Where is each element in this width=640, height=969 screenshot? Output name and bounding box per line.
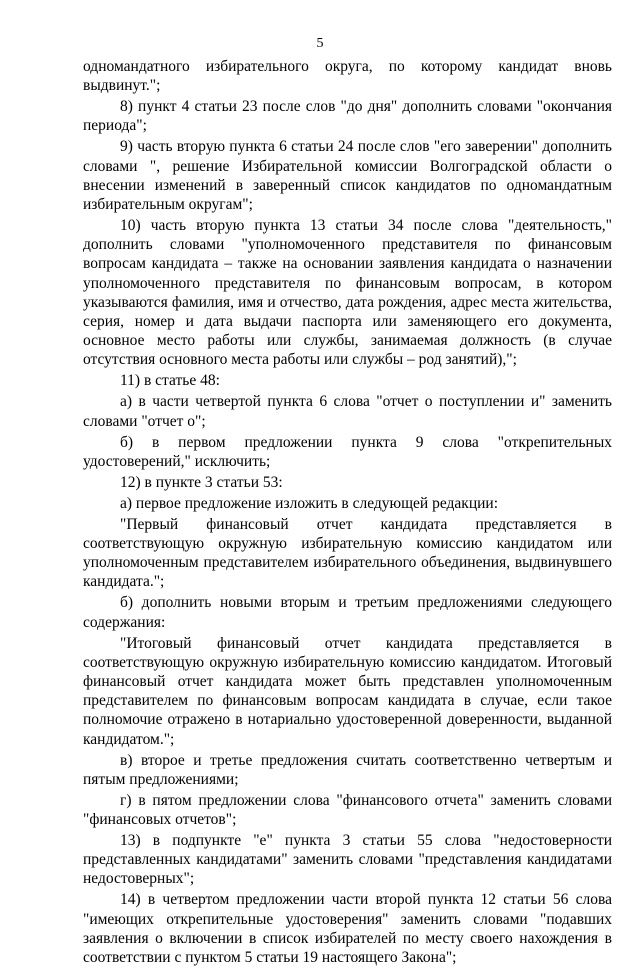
paragraph-item-9: 9) часть вторую пункта 6 статьи 24 после слов "его заверении" дополнить словами ", решение Избирательной комиссии Волгоградской области о внесении изменений в заверенный список кандидатов по одномандатным избирательным округам"; (83, 138, 612, 214)
paragraph-quote-final-report: "Итоговый финансовый отчет кандидата представляется в соответствующую окружную избирательную комиссию кандидатом. Итоговый финансовый отчет кандидата может быть представлен уполномоченным представителем по финансовым вопросам кандидата в случае, если такое полномочие отражено в нотариально удостоверенной доверенности, выданной кандидатом."; (83, 634, 612, 748)
document-body (83, 57, 612, 969)
page-number: 5 (316, 36, 324, 51)
paragraph-continuation: одномандатного избирательного округа, по которому кандидат вновь выдвинут."; (83, 58, 612, 95)
paragraph-item-11a: а) в части четвертой пункта 6 слова "отчет о поступлении и" заменить словами "отчет о"; (83, 393, 612, 430)
paragraph-item-12v: в) второе и третье предложения считать соответственно четвертым и пятым предложениями; (83, 751, 612, 788)
paragraph-item-11b: б) в первом предложении пункта 9 слова "открепительных удостоверений," исключить; (83, 433, 612, 470)
paragraph-item-12: 12) в пункте 3 статьи 53: (120, 473, 283, 491)
paragraph-item-12g: г) в пятом предложении слова "финансового отчета" заменить словами "финансовых отчетов"; (83, 791, 612, 829)
paragraph-quote-first-report: "Первый финансовый отчет кандидата представляется в соответствующую окружную избирательную комиссию кандидатом или уполномоченным представителем избирательного объединения, выдвинувшего кандидата."; (83, 515, 612, 591)
paragraph-item-14: 14) в четвертом предложении части второй пункта 12 статьи 56 слова "имеющих открепительные удостоверения" заменить словами "подавших заявления о включении в список избирателей по месту своего нахождения в соответствии с пунктом 5 статьи 19 настоящего Закона"; (83, 891, 612, 967)
paragraph-item-12a: а) первое предложение изложить в следующей редакции: (120, 494, 499, 512)
paragraph-item-11: 11) в статье 48: (120, 372, 220, 390)
paragraph-item-10: 10) часть вторую пункта 13 статьи 34 после слова "деятельность," дополнить словами "уполномоченного представителя по финансовым вопросам кандидата – также на основании заявления кандидата о назначении уполномоченного представителя по финансовым вопросам, в котором указываются фамилия, имя и отчество, дата рождения, адрес места жительства, серия, номер и дата выдачи паспорта или заменяющего его документа, основное место работы или службы, занимаемая должность (в случае отсутствия основного места работы или службы – род занятий),"; (83, 217, 612, 369)
paragraph-item-12b: б) дополнить новыми вторым и третьим предложениями следующего содержания: (83, 594, 612, 631)
paragraph-item-13: 13) в подпункте "е" пункта 3 статьи 55 слова "недостоверности представленных кандидатами" заменить словами "представления кандидатами недостоверных"; (83, 832, 612, 888)
paragraph-item-8: 8) пункт 4 статьи 23 после слов "до дня" дополнить словами "окончания периода"; (83, 98, 612, 135)
